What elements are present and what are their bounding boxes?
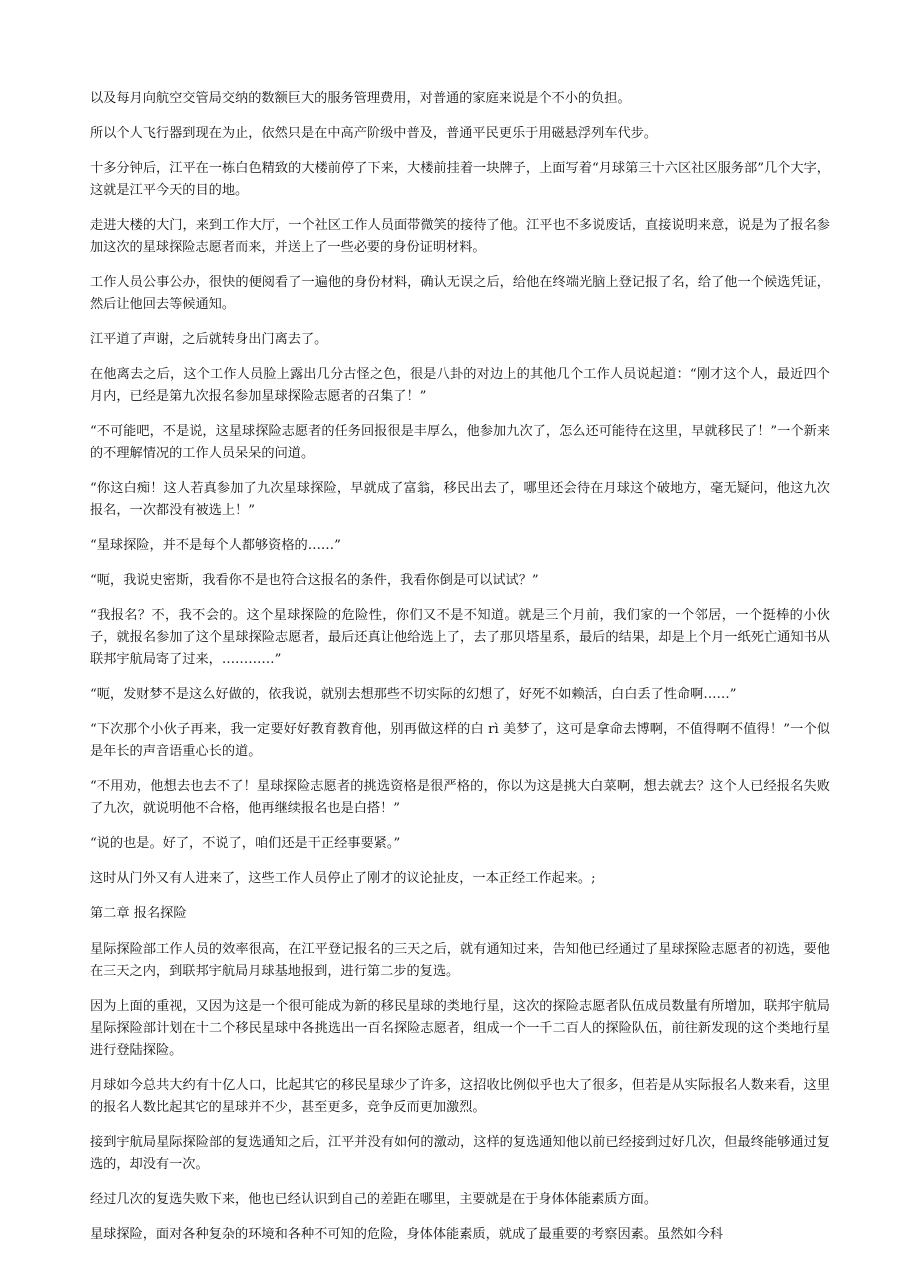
paragraph: “下次那个小伙子再来，我一定要好好教育教育他，别再做这样的白 rì 美梦了，这可是拿命去博啊，不值得啊不值得！”一个似是年长的声音语重心长的道。 (90, 722, 830, 759)
paragraph: 以及每月向航空交管局交纳的数额巨大的服务管理费用，对普通的家庭来说是个不小的负担。 (90, 91, 631, 106)
paragraph: “不用劝，他想去也去不了！星球探险志愿者的挑选资格是很严格的，你以为这是挑大白菜啊，想去就去？这个人已经报名失败了九次，就说明他不合格，他再继续报名也是白搭！” (90, 779, 830, 816)
paragraph: “说的也是。好了，不说了，咱们还是干正经事要紧。” (90, 836, 401, 851)
paragraph: 因为上面的重视，又因为这是一个很可能成为新的移民星球的类地行星，这次的探险志愿者队伍成员数量有所增加，联邦宇航局星际探险部计划在十二个移民星球中各挑选出一百名探险志愿者，组成一个一千二百人的探险队伍，前往新发现的这个类地行星进行登陆探险。 (90, 999, 830, 1058)
document-page (90, 88, 830, 1259)
paragraph: 工作人员公事公办，很快的便阅看了一遍他的身份材料，确认无误之后，给他在终端光脑上登记报了名，给了他一个候选凭证，然后让他回去等候通知。 (90, 275, 830, 312)
paragraph: 星际探险部工作人员的效率很高，在江平登记报名的三天之后，就有通知过来，告知他已经通过了星球探险志愿者的初选，要他在三天之内，到联邦宇航局月球基地报到，进行第二步的复选。 (90, 942, 830, 979)
paragraph: “呃，我说史密斯，我看你不是也符合这报名的条件，我看你倒是可以试试？” (90, 573, 539, 588)
paragraph: 十多分钟后，江平在一栋白色精致的大楼前停了下来，大楼前挂着一块牌子，上面写着“月球第三十六区社区服务部”几个大字，这就是江平今天的目的地。 (90, 161, 830, 198)
chapter-title: 第二章 报名探险 (90, 906, 187, 921)
paragraph: 接到宇航局星际探险部的复选通知之后，江平并没有如何的激动，这样的复选通知他以前已经接到过好几次，但最终能够通过复选的，却没有一次。 (90, 1135, 830, 1172)
paragraph: “你这白痴！这人若真参加了九次星球探险，早就成了富翁，移民出去了，哪里还会待在月球这个破地方，毫无疑问，他这九次报名，一次都没有被选上！” (90, 481, 830, 518)
paragraph: 走进大楼的大门，来到工作大厅，一个社区工作人员面带微笑的接待了他。江平也不多说废话，直接说明来意，说是为了报名参加这次的星球探险志愿者而来，并送上了一些必要的身份证明材料。 (90, 218, 830, 255)
paragraph: “我报名？不，我不会的。这个星球探险的危险性，你们又不是不知道。就是三个月前，我们家的一个邻居，一个挺棒的小伙子，就报名参加了这个星球探险志愿者，最后还真让他给选上了，去了那贝塔星系，最后的结果，却是上个月一纸死亡通知书从联邦宇航局寄了过来，…………” (90, 608, 830, 667)
paragraph: 经过几次的复选失败下来，他也已经认识到自己的差距在哪里，主要就是在于身体体能素质方面。 (90, 1192, 658, 1207)
paragraph: 这时从门外又有人进来了，这些工作人员停止了刚才的议论扯皮，一本正经工作起来。; (90, 871, 596, 886)
paragraph: “不可能吧，不是说，这星球探险志愿者的任务回报很是丰厚么，他参加九次了，怎么还可能待在这里，早就移民了！”一个新来的不理解情况的工作人员呆呆的问道。 (90, 424, 830, 461)
paragraph: “星球探险，并不是每个人都够资格的……” (90, 538, 341, 553)
paragraph: “呃，发财梦不是这么好做的，依我说，就别去想那些不切实际的幻想了，好死不如赖活，白白丢了性命啊……” (90, 687, 737, 702)
paragraph: 月球如今总共大约有十亿人口，比起其它的移民星球少了许多，这招收比例似乎也大了很多，但若是从实际报名人数来看，这里的报名人数比起其它的星球并不少，甚至更多，竞争反而更加激烈。 (90, 1078, 830, 1115)
paragraph: 星球探险，面对各种复杂的环境和各种不可知的危险，身体体能素质，就成了最重要的考察因素。虽然如今科 (90, 1227, 723, 1242)
paragraph: 江平道了声谢，之后就转身出门离去了。 (90, 332, 328, 347)
paragraph: 在他离去之后，这个工作人员脸上露出几分古怪之色，很是八卦的对边上的其他几个工作人员说起道：“刚才这个人，最近四个月内，已经是第九次报名参加星球探险志愿者的召集了！” (90, 367, 830, 404)
paragraph: 所以个人飞行器到现在为止，依然只是在中高产阶级中普及，普通平民更乐于用磁悬浮列车代步。 (90, 126, 658, 141)
